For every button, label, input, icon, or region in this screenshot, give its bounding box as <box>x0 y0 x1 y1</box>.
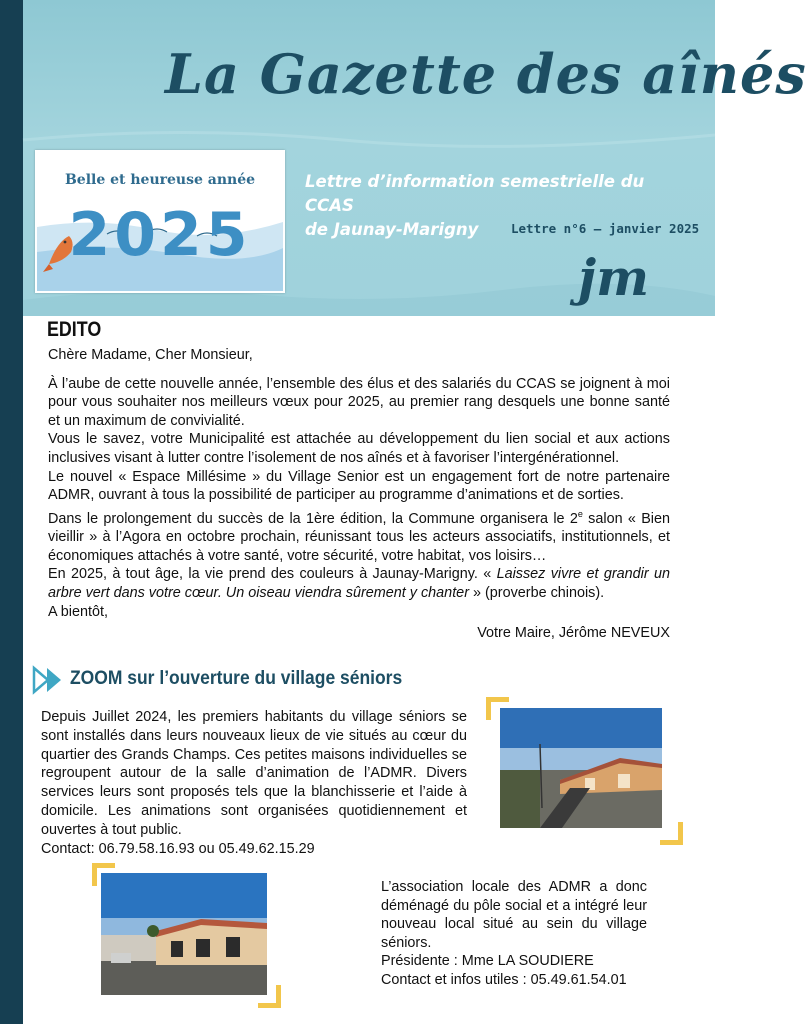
double-chevron-icon <box>32 666 66 694</box>
edito-paragraph: À l’aube de cette nouvelle année, l’ensemble des élus et des salariés du CCAS se joignent à moi pour vous souhaiter nos meilleurs vœux pour 2025, au premier rang desquels une bonne santé et un maximum de convivialité. <box>48 375 670 429</box>
edito-title: EDITO <box>47 318 102 341</box>
cover-year: 2025 <box>68 200 252 270</box>
subtitle-line-2: de Jaunay-Marigny <box>305 220 479 239</box>
edito-paragraph: Dans le prolongement du succès de la 1ère édition, la Commune organisera le 2e salon « Bien vieillir » à l’Agora en octobre prochain, réunissant tous les acteurs associatifs, institutionnels, et économiques attachés à votre santé, votre sécurité, votre habitat, vos loisirs… <box>48 508 671 564</box>
photo-frame-corner <box>660 822 683 845</box>
edito-closing: A bientôt, <box>48 603 109 620</box>
edito-paragraph: En 2025, à tout âge, la vie prend des couleurs à Jaunay-Marigny. « Laissez vivre et grandir un arbre vert dans votre cœur. Un oiseau viendra sûrement y chanter » (proverbe chinois). <box>48 566 670 601</box>
zoom-paragraph: Depuis Juillet 2024, les premiers habitants du village séniors se sont installés dans leurs nouveaux lieux de vie situés au cœur du quartier des Grands Champs. Ces petites maisons individuelles se regroupent autour de la salle d’animation de l’ADMR. Divers services leurs sont proposés tels que la blanchisserie et l’aide à domicile. Les animations sont organisées quotidiennement et ouvertes à tout public. <box>41 709 467 838</box>
jm-logo: jm <box>578 248 649 307</box>
masthead-title: La Gazette des aînés <box>165 42 807 106</box>
zoom-body <box>41 708 467 858</box>
admr-body <box>381 878 647 990</box>
admr-contact: Contact et infos utiles : 05.49.61.54.01 <box>381 971 627 988</box>
side-bar <box>0 0 23 1024</box>
new-year-card <box>35 150 285 293</box>
admr-president: Présidente : Mme LA SOUDIERE <box>381 953 594 970</box>
zoom-title: ZOOM sur l’ouverture du village séniors <box>70 668 403 689</box>
cover-greeting: Belle et heureuse année <box>64 172 256 188</box>
edito-salutation: Chère Madame, Cher Monsieur, <box>48 347 253 363</box>
admr-paragraph: L’association locale des ADMR a donc déménagé du pôle social et a intégré leur nouveau local situé au sein du village séniors. <box>381 879 647 951</box>
admr-building-photo <box>101 873 267 995</box>
issue-number: Lettre n°6 – janvier 2025 <box>511 221 700 236</box>
zoom-contact: Contact: 06.79.58.16.93 ou 05.49.62.15.29 <box>41 840 315 857</box>
edito-signature: Votre Maire, Jérôme NEVEUX <box>477 625 670 642</box>
edito-paragraph: Vous le savez, votre Municipalité est attachée au développement du lien social et aux actions inclusives visant à lutter contre l’isolement de nos aînés et à favoriser l’intergénérationnel. <box>48 431 670 466</box>
edito-paragraph: Le nouvel « Espace Millésime » du Village Senior est un engagement fort de notre partenaire ADMR, ouvrant à tous la possibilité de participer au programme d’animations et de sorties. <box>48 468 670 504</box>
village-houses-photo <box>500 708 662 828</box>
subtitle-line-1: Lettre d’information semestrielle du CCAS <box>305 172 645 215</box>
edito-body <box>48 346 670 643</box>
